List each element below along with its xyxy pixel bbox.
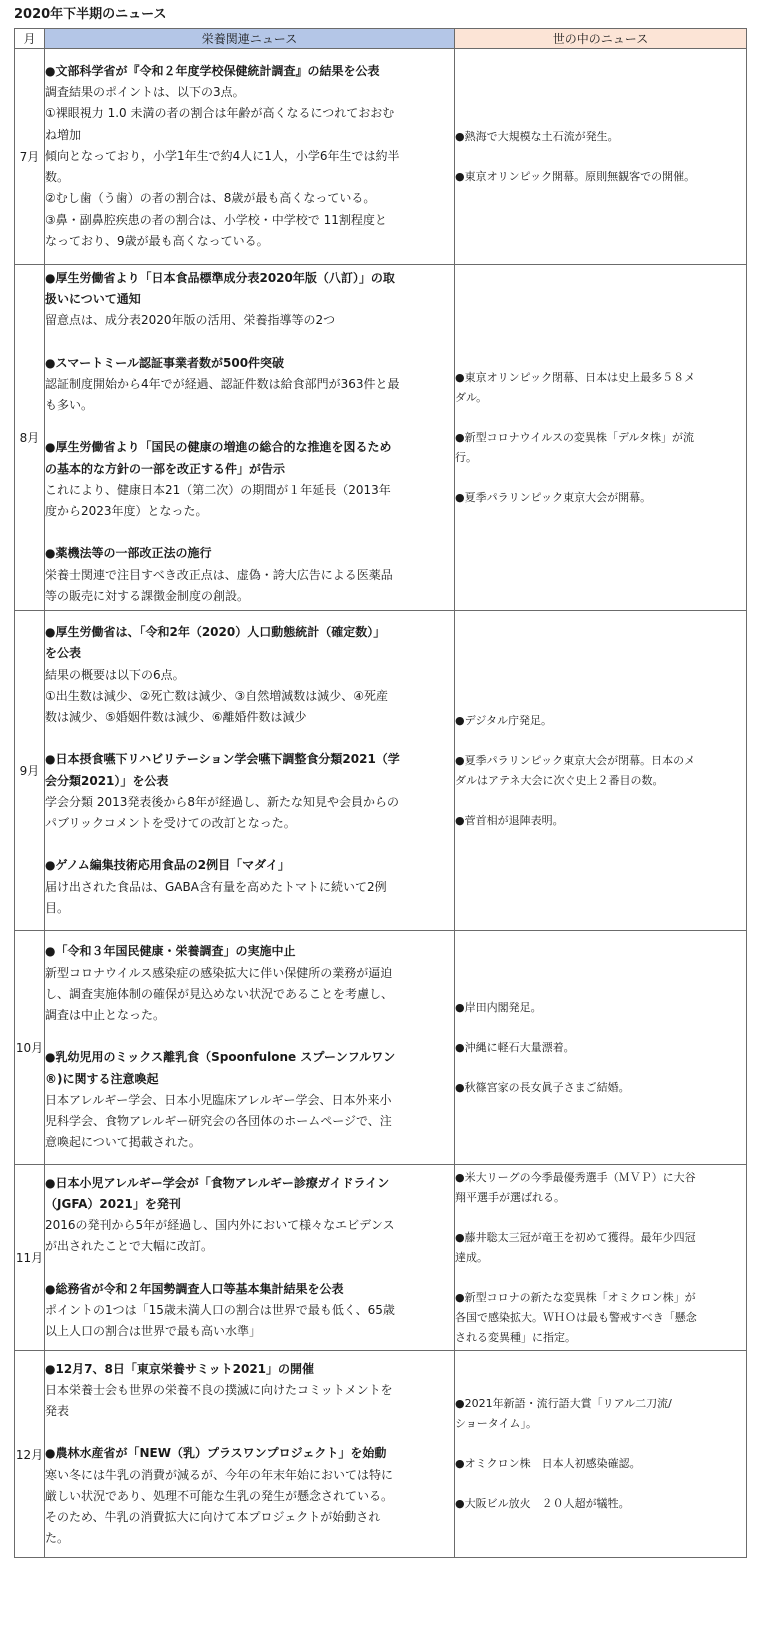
world-news-cell [455, 265, 747, 611]
table-row [15, 931, 747, 1165]
table-row [15, 49, 747, 265]
news-text-line: た。 [45, 1531, 70, 1546]
news-text-line: ①裸眼視力 1.0 未満の者の割合は年齢が高くなるにつれておおむ [45, 106, 395, 121]
nutrition-news-cell [45, 49, 455, 265]
news-headline: ®)に関する注意喚起 [45, 1071, 159, 1086]
news-headline: ●ゲノム編集技術応用食品の2例目「マダイ」 [45, 858, 290, 873]
news-text-line: が出されたことで大幅に改訂。 [45, 1239, 214, 1254]
world-news-cell [455, 931, 747, 1165]
world-news-line: ●岸田内閣発足。 [455, 1000, 542, 1014]
header-world-news: 世の中のニュース [455, 29, 747, 49]
news-text-line: 2016の発刊から5年が経過し、国内外において様々なエビデンス [45, 1218, 395, 1233]
nutrition-news-cell [45, 611, 455, 931]
world-news-line: ●新型コロナウイルスの変異株「デルタ株」が流 [455, 430, 694, 444]
news-text-line: 留意点は、成分表2020年版の活用、栄養指導等の2つ [45, 313, 336, 328]
world-news-line: ●大阪ビル放火 ２０人超が犠牲。 [455, 1497, 630, 1510]
news-text-line: ①出生数は減少、②死亡数は減少、③自然増減数は減少、④死産 [45, 688, 389, 703]
news-text-line: 数は減少、⑤婚姻件数は減少、⑥離婚件数は減少 [45, 709, 307, 724]
news-text-line: ②むし歯（う歯）の者の割合は、8歳が最も高くなっている。 [45, 191, 376, 206]
news-text-line: 認証制度開始から4年でが経過、認証件数は給食部門が363件と最 [45, 376, 400, 391]
news-text-line: 学会分類 2013発表後から8年が経過し、新たな知見や会員からの [45, 794, 399, 809]
world-news-line: ●沖縄に軽石大量漂着。 [455, 1040, 575, 1054]
world-news-line: ショータイム」。 [455, 1417, 538, 1430]
news-text-line: 数。 [45, 170, 70, 185]
news-text-line: し、調査実施体制の確保が見込めない状況であることを考慮し、 [45, 986, 394, 1001]
world-news-line: ●米大リーグの今季最優秀選手（ＭＶＰ）に大谷 [455, 1170, 696, 1184]
world-news-cell [455, 611, 747, 931]
news-text-line: ③鼻・副鼻腔疾患の者の割合は、小学校・中学校で 11割程度と [45, 212, 387, 227]
world-news-line: ●秋篠宮家の長女眞子さまご結婚。 [455, 1080, 630, 1094]
news-text-line: 厳しい状況であり、処理不可能な生乳の発生が懸念されている。 [45, 1488, 394, 1503]
month-cell: 8月 [15, 265, 45, 611]
news-text-line: 以上人口の割合は世界で最も高い水準」 [45, 1324, 262, 1339]
world-news-cell [455, 1165, 747, 1351]
news-text-line: 発表 [45, 1404, 70, 1418]
month-cell: 7月 [15, 49, 45, 265]
header-month: 月 [15, 29, 45, 49]
world-news-line: ●東京オリンピック閉幕、日本は史上最多５８メ [455, 370, 696, 384]
world-news-line: 各国で感染拡大。ＷＨＯは最も警戒すべき「懸念 [455, 1310, 697, 1324]
world-news-line: ●2021年新語・流行語大賞「リアル二刀流/ [455, 1397, 672, 1410]
world-news-line: ●デジタル庁発足。 [455, 713, 552, 727]
news-headline: ●文部科学省が『令和２年度学校保健統計調査』の結果を公表 [45, 64, 380, 79]
world-news-line: ●菅首相が退陣表明。 [455, 813, 564, 827]
news-text-line: 寒い冬には牛乳の消費が減るが、今年の年末年始においては特に [45, 1467, 394, 1482]
news-headline: ●薬機法等の一部改正法の施行 [45, 546, 212, 561]
news-text-line: 結果の概要は以下の6点。 [45, 667, 185, 682]
table-row [15, 611, 747, 931]
news-headline: 会分類2021）」を公表 [45, 773, 169, 788]
news-text-line: 傾向となっており，小学1年生で約4人に1人，小学6年生では約半 [45, 148, 400, 163]
news-text-line: 届け出された食品は、GABA含有量を高めたトマトに続いて2例 [45, 879, 387, 894]
nutrition-news-cell [45, 931, 455, 1165]
world-news-line: ●熱海で大規模な土石流が発生。 [455, 129, 619, 143]
news-headline: ●農林水産省が「NEW（乳）プラスワンプロジェクト」を始動 [45, 1446, 387, 1461]
month-cell: 9月 [15, 611, 45, 931]
news-text-line: 児科学会、食物アレルギー研究会の各団体のホームページで、注 [45, 1114, 392, 1129]
news-text-line: 日本アレルギー学会、日本小児臨床アレルギー学会、日本外来小 [45, 1092, 392, 1107]
world-news-line: 翔平選手が選ばれる。 [455, 1190, 565, 1204]
news-headline: ●日本摂食嚥下リハビリテーション学会嚥下調整食分類2021（学 [45, 752, 400, 767]
news-text-line: そのため、牛乳の消費拡大に向けて本プロジェクトが始動され [45, 1510, 381, 1524]
news-headline: ●厚生労働省より「国民の健康の増進の総合的な推進を図るため [45, 440, 392, 455]
world-news-line: ●藤井聡太三冠が竜王を初めて獲得。最年少四冠 [455, 1230, 696, 1244]
month-cell: 12月 [15, 1351, 45, 1558]
world-news-line: ●夏季パラリンピック東京大会が閉幕。日本のメ [455, 753, 696, 767]
world-news-line: ダル。 [455, 390, 488, 404]
month-cell: 10月 [15, 931, 45, 1165]
world-news-cell [455, 49, 747, 265]
world-news-line: ●新型コロナの新たな変異株「オミクロン株」が [455, 1290, 696, 1304]
news-text-line: 日本栄養士会も世界の栄養不良の撲滅に向けたコミットメントを [45, 1382, 393, 1397]
news-text-line: 目。 [45, 900, 70, 915]
world-news-line: 行。 [455, 450, 477, 464]
world-news-line: される変異種」に指定。 [455, 1330, 576, 1344]
nutrition-news-cell [45, 265, 455, 611]
nutrition-news-cell [45, 1351, 455, 1558]
news-text-line: 等の販売に対する課徴金制度の創設。 [45, 588, 250, 603]
news-headline: ●日本小児アレルギー学会が「食物アレルギー診療ガイドライン [45, 1175, 390, 1190]
news-headline: （JGFA）2021」を発刊 [45, 1196, 181, 1211]
news-text-line: も多い。 [45, 398, 94, 413]
news-headline: 扱いについて通知 [45, 292, 141, 307]
world-news-line: ●東京オリンピック開幕。原則無観客での開催。 [455, 169, 696, 183]
nutrition-news-cell [45, 1165, 455, 1351]
news-headline: ●総務省が令和２年国勢調査人口等基本集計結果を公表 [45, 1281, 344, 1296]
table-row [15, 1351, 747, 1558]
month-cell: 11月 [15, 1165, 45, 1351]
news-headline: ●乳幼児用のミックス離乳食（Spoonfulone スプーンフルワン [45, 1050, 396, 1065]
news-table [14, 28, 747, 1558]
news-headline: ●厚生労働省より「日本食品標準成分表2020年版（八訂）」の取 [45, 270, 395, 285]
table-row [15, 265, 747, 611]
news-headline: ●「令和３年国民健康・栄養調査」の実施中止 [45, 944, 296, 959]
news-headline: ●スマートミール認証事業者数が500件突破 [45, 355, 285, 370]
world-news-line: ●夏季パラリンピック東京大会が開幕。 [455, 490, 652, 504]
news-text-line: ポイントの1つは「15歳未満人口の割合は世界で最も低く、65歳 [45, 1302, 395, 1317]
page-title: 2020年下半期のニュース [14, 7, 167, 22]
news-headline: の基本的な方針の一部を改正する件」が告示 [45, 461, 286, 476]
world-news-line: 達成。 [455, 1250, 488, 1264]
news-text-line: 度から2023年度）となった。 [45, 504, 208, 519]
news-text-line: 意喚起について掲載された。 [45, 1135, 201, 1150]
world-news-line: ●オミクロン株 日本人初感染確認。 [455, 1457, 641, 1470]
news-text-line: これにより、健康日本21（第二次）の期間が１年延長（2013年 [45, 482, 391, 497]
table-header-row [15, 29, 747, 49]
news-text-line: ね増加 [45, 127, 82, 142]
world-news-cell [455, 1351, 747, 1558]
news-text-line: 調査結果のポイントは、以下の3点。 [45, 85, 245, 100]
header-nutrition-news: 栄養関連ニュース [45, 29, 455, 49]
news-headline: ●厚生労働省は、「令和2年（2020）人口動態統計（確定数）」 [45, 625, 386, 640]
world-news-line: ダルはアテネ大会に次ぐ史上２番目の数。 [455, 773, 664, 787]
news-text-line: パブリックコメントを受けての改訂となった。 [45, 815, 296, 830]
news-text-line: 栄養士関連で注目すべき改正点は、虚偽・誇大広告による医薬品 [45, 567, 393, 582]
news-text-line: なっており、9歳が最も高くなっている。 [45, 233, 269, 248]
news-headline: ●12月7、8日「東京栄養サミット2021」の開催 [45, 1361, 315, 1376]
news-text-line: 調査は中止となった。 [45, 1008, 166, 1023]
news-text-line: 新型コロナウイルス感染症の感染拡大に伴い保健所の業務が逼迫 [45, 965, 393, 980]
news-headline: を公表 [45, 646, 82, 661]
table-row [15, 1165, 747, 1351]
